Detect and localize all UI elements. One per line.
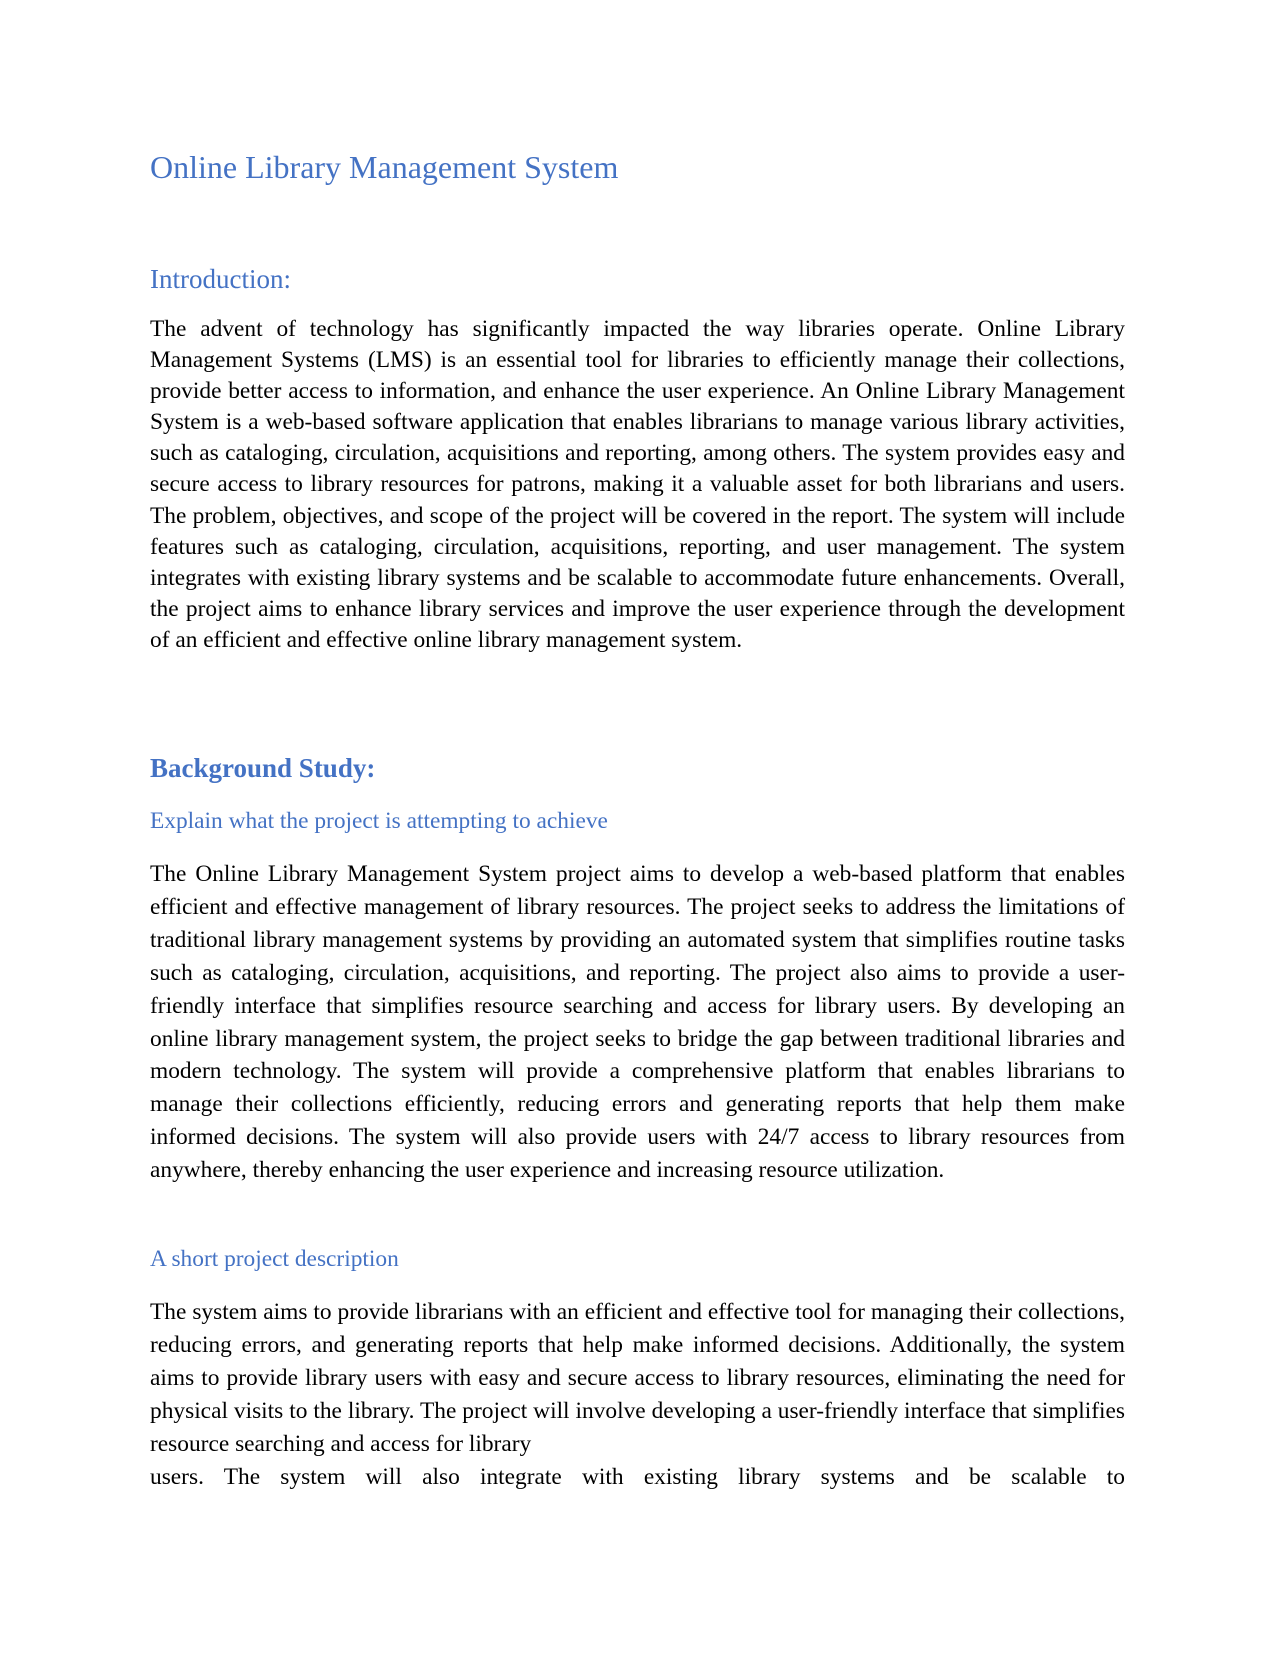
explain-project-paragraph: The Online Library Management System project aims to develop a web-based platform that enables efficient and effective management of library resources. The project seeks to address the limitations of traditional library management systems by providing an automated system that simplifies routine tasks such as cataloging, circulation, acquisitions, and reporting. The project also aims to provide a user-friendly interface that simplifies resource searching and access for library users. By developing an online library management system, the project seeks to bridge the gap between traditional libraries and modern technology. The system will provide a comprehensive platform that enables librarians to manage their collections efficiently, reducing errors and generating reports that help them make informed decisions. The system will also provide users with 24/7 access to library resources from anywhere, thereby enhancing the user experience and increasing resource utilization. bbox=[150, 861, 1125, 1184]
short-description-text: The system aims to provide librarians with an efficient and effective tool for managing their collections, reducing errors, and generating reports that help make informed decisions. Additionally, the system aims to provide library users with easy and secure access to library resources, eliminating the need for physical visits to the library. The project will involve developing a user-friendly interface that simplifies resource searching and access for library bbox=[150, 1299, 1125, 1458]
background-study-heading: Background Study: bbox=[150, 753, 376, 783]
introduction-heading: Introduction: bbox=[150, 264, 291, 294]
document-title: Online Library Management System bbox=[150, 149, 619, 185]
short-description-subheading: A short project description bbox=[150, 1246, 399, 1272]
introduction-paragraph: The advent of technology has significantly impacted the way libraries operate. Online Library Management Systems (LMS) is an essential tool for libraries to efficiently manage their collections, provide better access to information, and enhance the user experience. An Online Library Management System is a web-based software application that enables librarians to manage various library activities, such as cataloging, circulation, acquisitions and reporting, among others. The system provides easy and secure access to library resources for patrons, making it a valuable asset for both librarians and users. The problem, objectives, and scope of the project will be covered in the report. The system will include features such as cataloging, circulation, acquisitions, reporting, and user management. The system integrates with existing library systems and be scalable to accommodate future enhancements. Overall, the project aims to enhance library services and improve the user experience through the development of an efficient and effective online library management system. bbox=[150, 316, 1125, 653]
short-description-paragraph bbox=[150, 1296, 1125, 1495]
explain-project-subheading: Explain what the project is attempting to achieve bbox=[150, 808, 608, 834]
short-description-last-line: users. The system will also integrate with existing library systems and be scalable to bbox=[150, 1464, 1125, 1491]
